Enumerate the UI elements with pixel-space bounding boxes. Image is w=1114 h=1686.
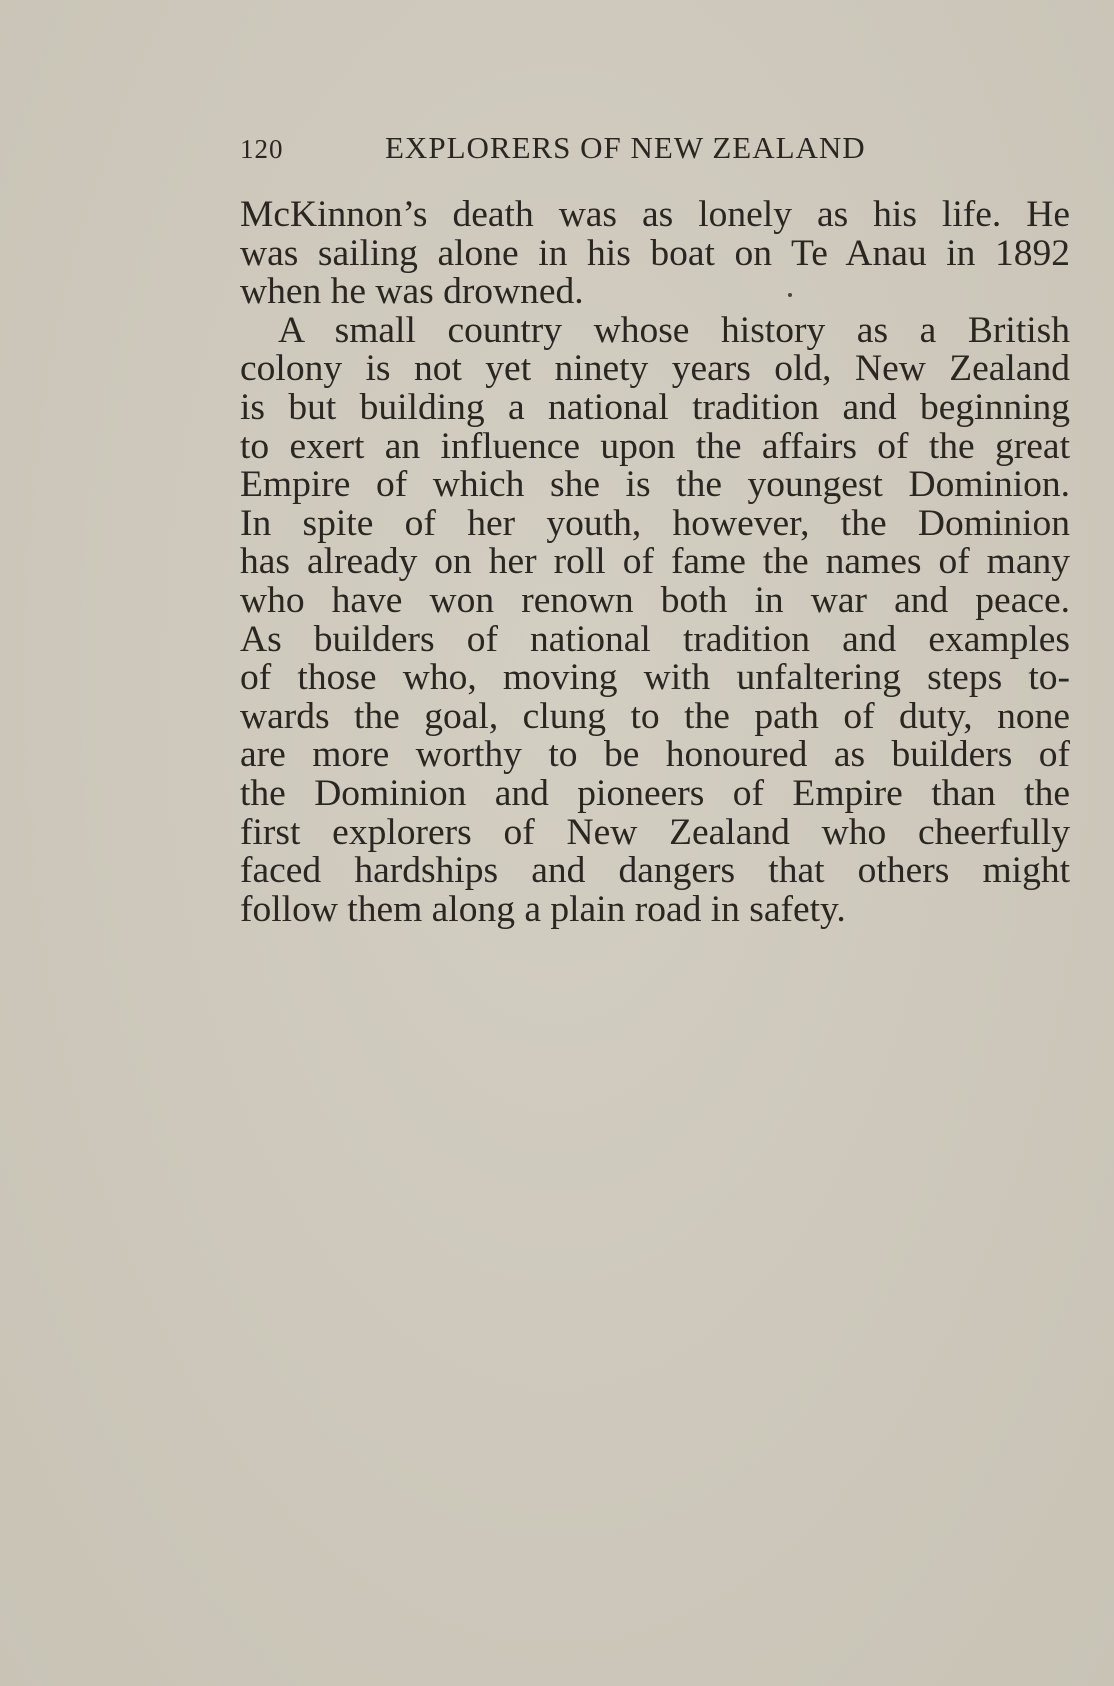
- text-line: Empire of which she is the youngest Dominion.: [240, 464, 1070, 506]
- print-speck: [788, 293, 792, 297]
- text-line: follow them along a plain road in safety.: [240, 888, 846, 930]
- text-line: who have won renown both in war and peace.: [240, 579, 1070, 621]
- text-line: colony is not yet ninety years old, New Zealand: [240, 348, 1070, 390]
- text-line: to exert an influence upon the affairs of the great: [240, 425, 1070, 467]
- text-line: faced hardships and dangers that others might: [240, 850, 1070, 892]
- running-head: [240, 130, 922, 170]
- text-line: was sailing alone in his boat on Te Anau in 1892: [240, 232, 1070, 274]
- text-line: is but building a national tradition and beginning: [240, 386, 1070, 428]
- running-title: EXPLORERS OF NEW ZEALAND: [385, 130, 866, 165]
- text-line: In spite of her youth, however, the Dominion: [240, 502, 1070, 544]
- text-line: As builders of national tradition and examples: [240, 618, 1070, 660]
- text-line: when he was drowned.: [240, 271, 584, 313]
- text-line: McKinnon’s death was as lonely as his life. He: [240, 194, 1070, 235]
- body-text: [240, 196, 1070, 929]
- page-number: 120: [240, 134, 284, 164]
- text-line: first explorers of New Zealand who cheerfully: [240, 811, 1070, 853]
- text-line: the Dominion and pioneers of Empire than the: [240, 772, 1070, 814]
- text-line: of those who, moving with unfaltering steps to-: [240, 657, 1070, 699]
- text-line: A small country whose history as a British: [278, 309, 1070, 351]
- text-line: wards the goal, clung to the path of duty, none: [240, 695, 1070, 737]
- text-line: are more worthy to be honoured as builders of: [240, 734, 1070, 776]
- text-line: has already on her roll of fame the names of many: [240, 541, 1070, 583]
